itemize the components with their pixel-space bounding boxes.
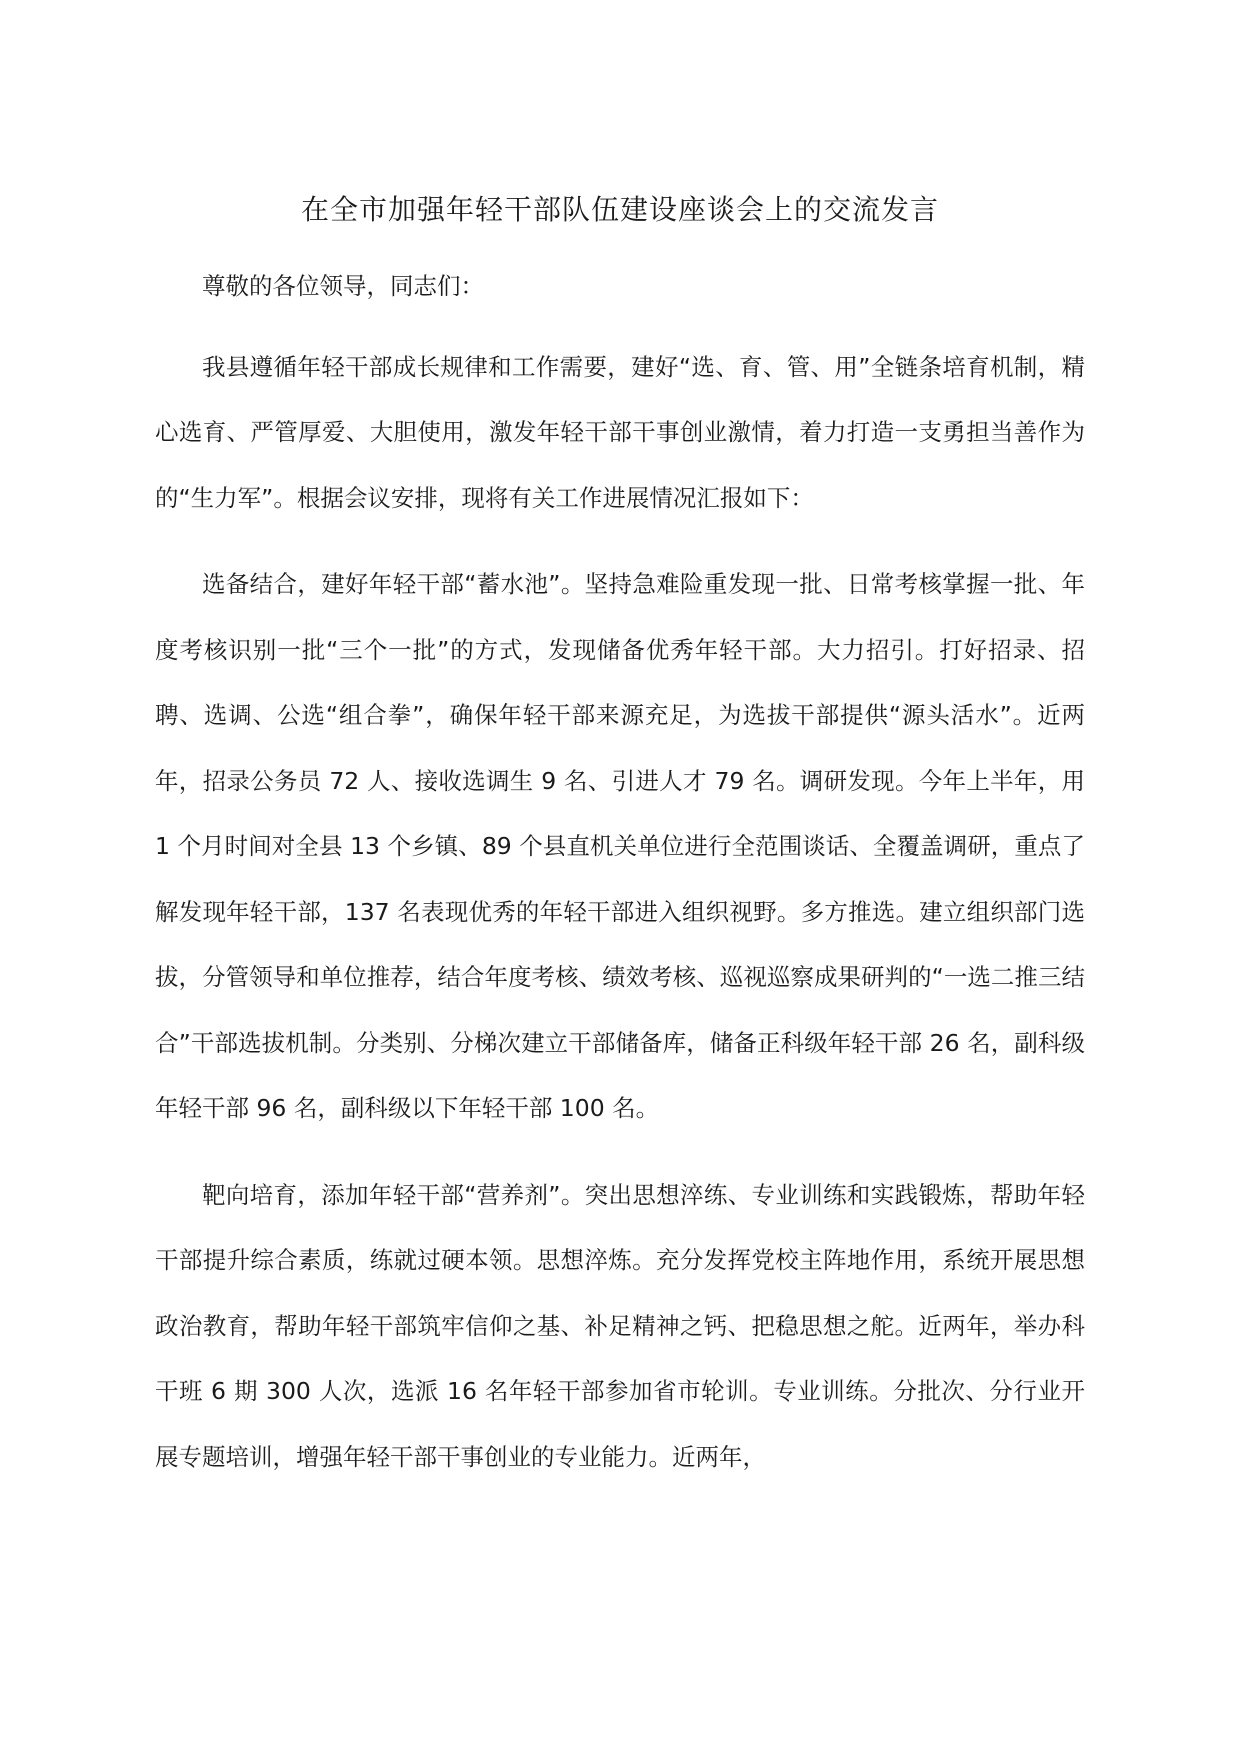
greeting-paragraph: 尊敬的各位领导，同志们： — [202, 272, 484, 300]
training-paragraph: 靶向培育，添加年轻干部“营养剂”。突出思想淬练、专业训练和实践锻炼，帮助年轻干部提升综合素质，练就过硬本领。思想淬炼。充分发挥党校主阵地作用，系统开展思想政治教育，帮助年轻干部筑牢信仰之基、补足精神之钙、把稳思想之舵。近两年，举办科干班 6 期 300 人次，选派 16 名年轻干部参加省市轮训。专业训练。分批次、分行业开展专题培训，增强年轻干部干事创业的专业能力。近两年， — [155, 1180, 1085, 1471]
selection-paragraph: 选备结合，建好年轻干部“蓄水池”。坚持急难险重发现一批、日常考核掌握一批、年度考核识别一批“三个一批”的方式，发现储备优秀年轻干部。大力招引。打好招录、招聘、选调、公选“组合拳”，确保年轻干部来源充足，为选拔干部提供“源头活水”。近两年，招录公务员 72 人、接收选调生 9 名、引进人才 79 名。调研发现。今年上半年，用 1 个月时间对全县 13 个乡镇、89 个县直机关单位进行全范围谈话、全覆盖调研，重点了解发现年轻干部，137 名表现优秀的年轻干部进入组织视野。多方推选。建立组织部门选拔，分管领导和单位推荐，结合年度考核、绩效考核、巡视巡察成果研判的“一选二推三结合”干部选拔机制。分类别、分梯次建立干部储备库，储备正科级年轻干部 26 名，副科级年轻干部 96 名，副科级以下年轻干部 100 名。 — [155, 570, 1085, 1122]
document-title: 在全市加强年轻干部队伍建设座谈会上的交流发言 — [300, 193, 939, 226]
document-body — [155, 254, 1085, 1490]
intro-paragraph: 我县遵循年轻干部成长规律和工作需要，建好“选、育、管、用”全链条培育机制，精心选育、严管厚爱、大胆使用，激发年轻干部干事创业激情，着力打造一支勇担当善作为的“生力军”。根据会议安排，现将有关工作进展情况汇报如下： — [155, 352, 1085, 512]
